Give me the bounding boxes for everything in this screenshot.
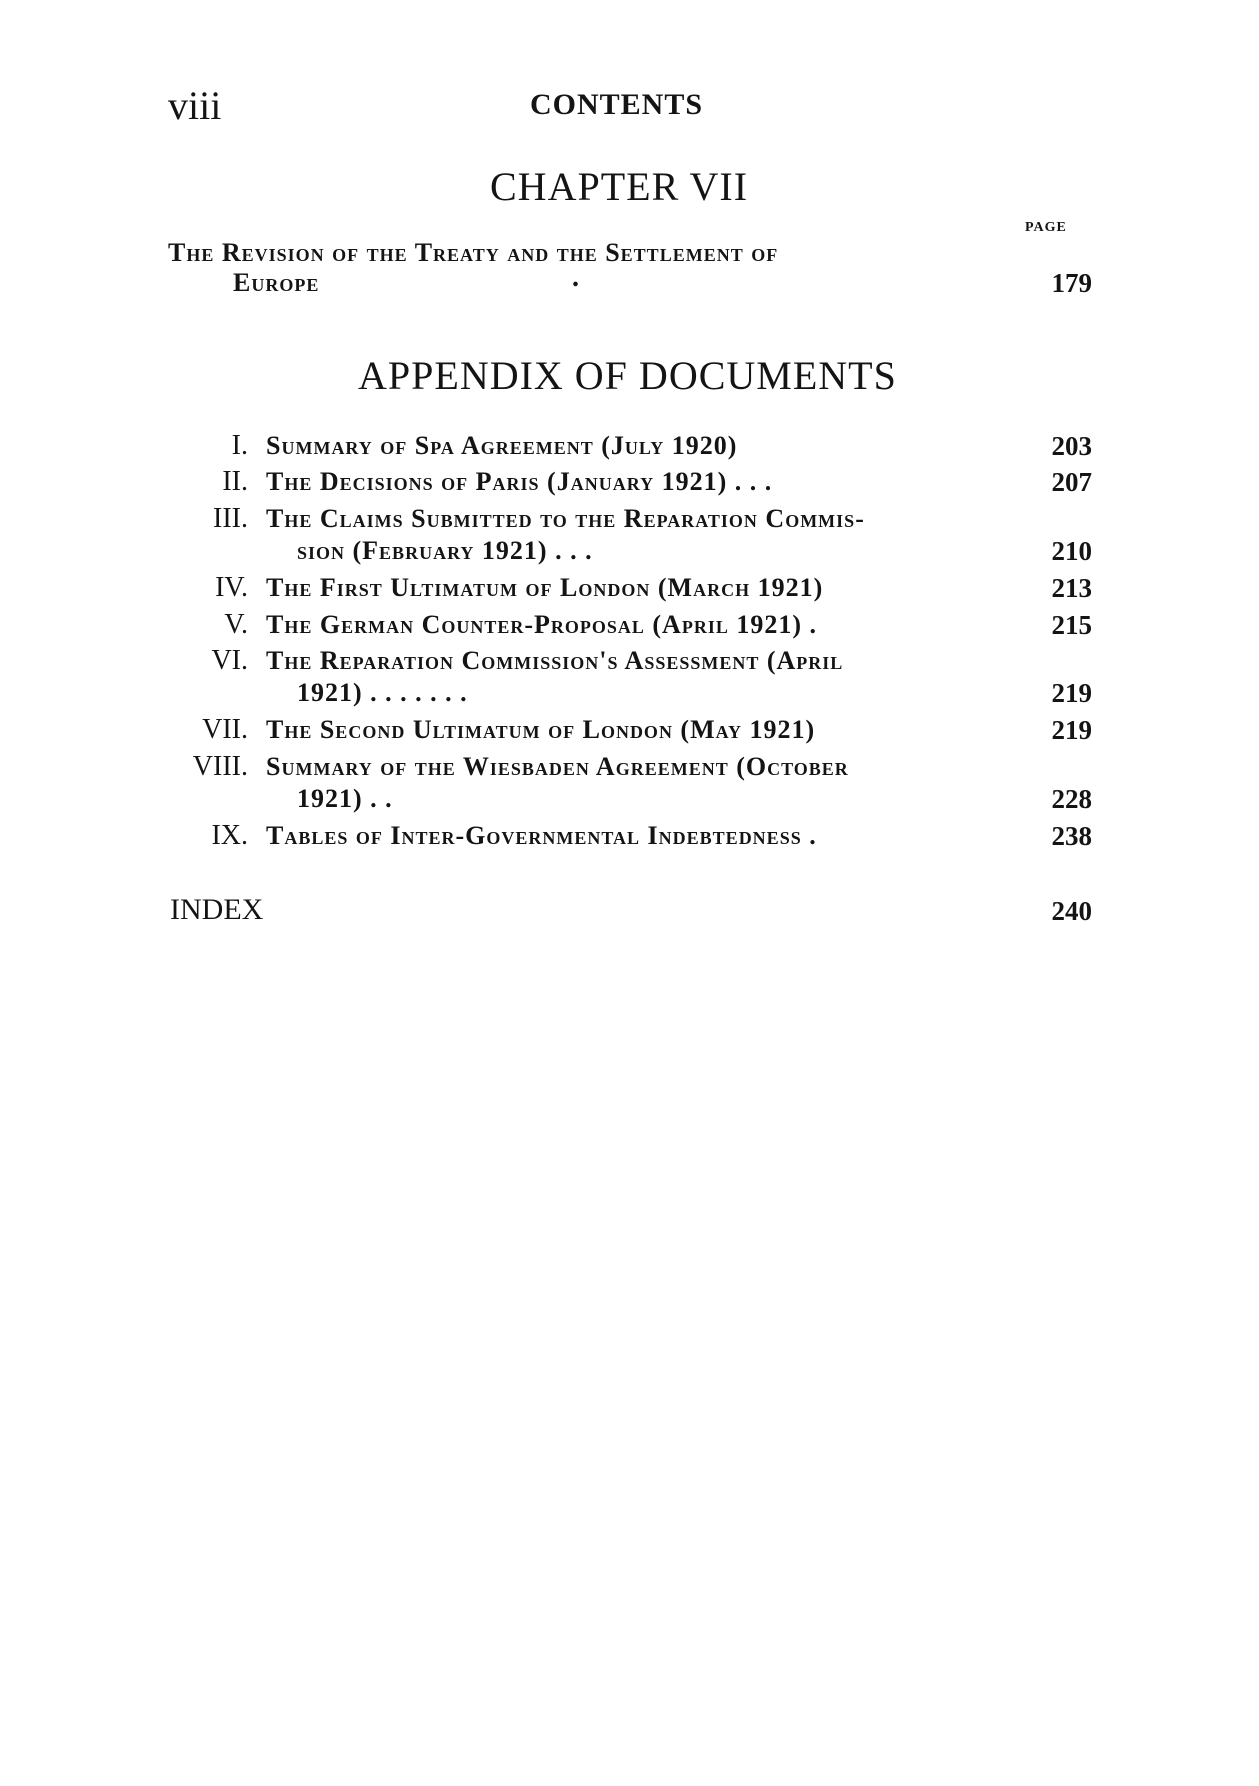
appendix-item-numeral: II. [222, 466, 248, 497]
appendix-item-title: The First Ultimatum of London (March 1921) [266, 573, 824, 602]
index-label: INDEX [170, 893, 264, 926]
appendix-item-numeral: III. [213, 503, 248, 534]
appendix-heading: APPENDIX OF DOCUMENTS [358, 353, 897, 398]
appendix-item-title-line1: The Claims Submitted to the Reparation Commis- [266, 504, 865, 533]
appendix-item-page: 207 [1051, 467, 1092, 497]
appendix-item-numeral: I. [231, 430, 248, 461]
appendix-item-numeral: V. [224, 609, 248, 640]
appendix-item-page: 238 [1051, 821, 1092, 851]
appendix-item-title-line2: 1921) . . . . . . . [297, 678, 468, 707]
appendix-item-page: 213 [1051, 573, 1092, 603]
appendix-item-page: 219 [1051, 678, 1092, 708]
page-folio: viii [168, 83, 222, 128]
appendix-item-title: The German Counter-Proposal (April 1921) . [266, 610, 817, 639]
appendix-item-numeral: VIII. [192, 751, 248, 782]
appendix-item-title-line2: sion (February 1921) . . . [297, 536, 593, 565]
running-head: CONTENTS [530, 88, 704, 121]
chapter-entry-title-line1: The Revision of the Treaty and the Settlement of [168, 238, 779, 267]
page-column-label: PAGE [1025, 220, 1067, 235]
chapter-entry-leader: . [572, 262, 579, 293]
appendix-item-numeral: IX. [211, 820, 248, 851]
appendix-item-numeral: VI. [211, 645, 248, 676]
appendix-item-title-line2: 1921) . . [297, 784, 393, 813]
chapter-entry-title-line2: Europe [233, 268, 320, 297]
chapter-heading: CHAPTER VII [490, 164, 749, 209]
appendix-item-page: 210 [1051, 536, 1092, 566]
chapter-entry-page: 179 [1051, 268, 1092, 298]
appendix-item-title-line1: The Reparation Commission's Assessment (April [266, 646, 844, 675]
appendix-item-title: Tables of Inter-Governmental Indebtedness . [266, 821, 817, 850]
appendix-item-title: The Second Ultimatum of London (May 1921) [266, 715, 816, 744]
appendix-item-title-line1: Summary of the Wiesbaden Agreement (October [266, 752, 849, 781]
appendix-item-page: 228 [1051, 784, 1092, 814]
appendix-item-title: The Decisions of Paris (January 1921) . . . [266, 467, 773, 496]
appendix-item-numeral: IV. [215, 572, 248, 603]
appendix-item-page: 219 [1051, 715, 1092, 745]
appendix-item-page: 215 [1051, 610, 1092, 640]
appendix-item-title: Summary of Spa Agreement (July 1920) [266, 431, 738, 460]
appendix-item-numeral: VII. [202, 714, 248, 745]
index-page: 240 [1051, 896, 1092, 926]
appendix-item-page: 203 [1051, 431, 1092, 461]
